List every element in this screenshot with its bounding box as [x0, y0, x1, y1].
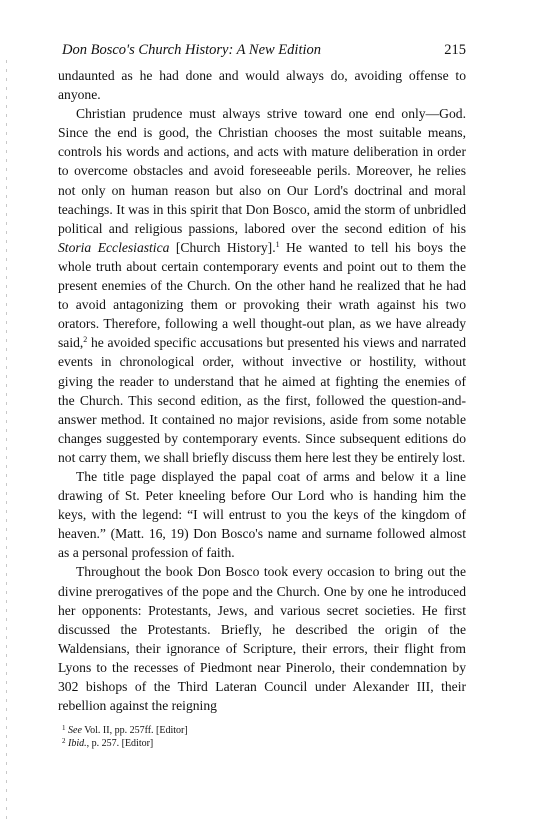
paragraph — [58, 562, 466, 715]
body-text — [58, 66, 466, 715]
paragraph — [58, 104, 466, 467]
paragraph — [58, 66, 466, 104]
text-run: Throughout the book Don Bosco took every occasion to bring out the divine prerogatives of the pope and the Church. One by one he introduced her opponents: Protestants, Jews, and various secret societies. He first discussed the Protestants. Briefly, he described the origin of the Waldensians, their ignorance of Scripture, their errors, their flight from Lyons to the recesses of Piedmont near Pinerolo, their condemnation by 302 bishops of the Third Lateran Council under Alexander III, their rebellion against the reigning — [58, 564, 466, 714]
footnote-ref: 1 — [275, 239, 280, 249]
text-run: [Church History]. — [169, 239, 276, 255]
italic-text: See — [68, 725, 82, 737]
text-run: The title page displayed the papal coat of arms and below it a line drawing of St. Peter kneeling before Our Lord who is handing him the keys, with the legend: “I will entrust to you the keys of the kingdom of heaven.” (Matt. 16, 19) Don Bosco's name and surname followed almost as a personal profession of faith. — [58, 468, 466, 561]
footnote — [62, 724, 466, 737]
footnote-mark: 2 — [62, 737, 66, 746]
running-header — [58, 42, 466, 60]
text-run: Christian prudence must always strive toward one end only—God. Since the end is good, the Christian chooses the most suitable means, controls his words and actions, and acts with mature deliberation in order to overcome obstacles and avoid foreseeable perils. Moreover, he relies not only on human reason but also on Our Lord's doctrinal and moral teachings. It was in this spirit that Don Bosco, amid the storm of unbridled political and religious passions, labored over the second edition of his — [58, 106, 466, 236]
footnotes — [58, 724, 466, 750]
page-edge-mark — [6, 60, 7, 820]
text-run: , p. 257. [Editor] — [86, 738, 154, 750]
italic-text: Ibid. — [68, 738, 87, 750]
text-run: he avoided specific accusations but presented his views and narrated events in chronological order, without invective or hostility, without giving the reader to understand that he aimed at fighting the enemies of the Church. This second edition, as the first, followed the question-and-answer method. It contained no major revisions, aside from some notable changes suggested by contemporary events. Since subsequent editions do not carry them, we shall briefly discuss them here lest they be entirely lost. — [58, 335, 466, 465]
text-run: Vol. II, pp. 257ff. [Editor] — [81, 725, 188, 737]
page-number: 215 — [444, 42, 466, 58]
book-page — [58, 42, 466, 750]
running-title: Don Bosco's Church History: A New Edition — [62, 42, 321, 58]
text-run: He wanted to tell his boys the whole truth about certain contemporary events and point out to them the present enemies of the Church. On the other hand he realized that he had to avoid antagonizing them or provoking their wrath against his two orators. Therefore, following a well thought-out plan, as we have already said, — [58, 239, 466, 351]
footnote — [62, 737, 466, 750]
paragraph — [58, 467, 466, 562]
footnote-mark: 1 — [62, 724, 66, 733]
text-run: undaunted as he had done and would always do, avoiding offense to anyone. — [58, 68, 466, 103]
italic-text: Storia Ecclesiastica — [58, 239, 170, 255]
footnote-ref: 2 — [83, 335, 88, 345]
